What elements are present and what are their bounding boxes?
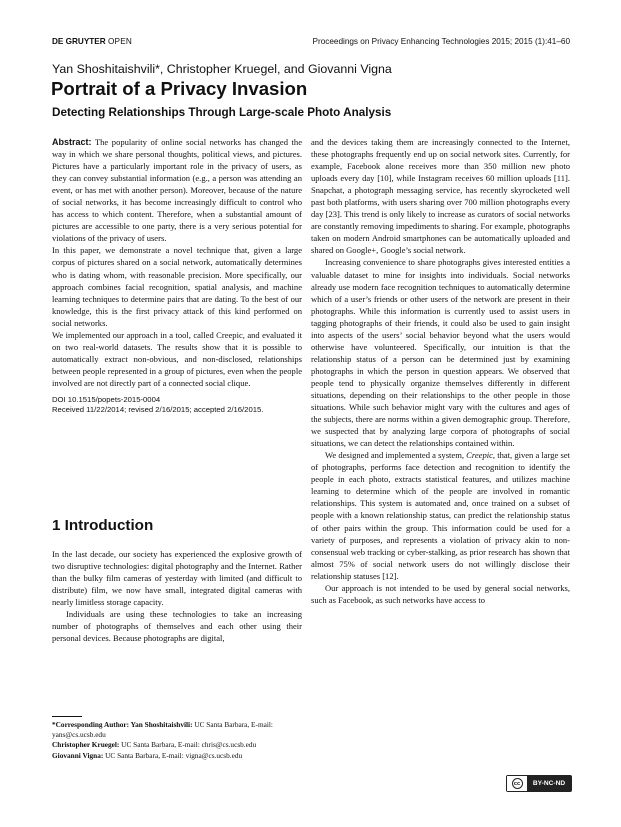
- license-label: BY-NC-ND: [527, 776, 571, 791]
- paper-subtitle: Detecting Relationships Through Large-scale Photo Analysis: [52, 106, 392, 119]
- right-paragraph-1: and the devices taking them are increasingly connected to the Internet, these photographs frequently end up on social network sites. Currently, for example, Facebook alone receives more than 350 million new photo uploads every day [10], while Instagram receives 60 million uploads [11]. Snapchat, a photograph messaging service, has recently skyrocketed well past both platforms, with users sharing over 700 million photographs every day [23]. This trend is only likely to increase as curators of social networks are constantly removing impediments to sharing. For example, photographs taken on modern Android smartphones can be automatically uploaded and shared on Google+, Google’s social network.: [311, 137, 570, 256]
- abstract-text-1: The popularity of online social networks has changed the way in which we share personal thoughts, political views, and pictures. Pictures have a particularly important role in the privacy of users, as they can convey substantial information (e.g., a person was attending an event, or has met with another person). Moreover, because of the nature of social networks, it has become increasingly difficult to control who has access to which content. Therefore, when a substantial amount of pictures are accessible to one party, there is a very serious potential for violations of the privacy of users.: [52, 137, 302, 244]
- footnote-1-text: UC Santa Barbara, E-mail: yans@cs.ucsb.edu: [52, 720, 273, 740]
- intro-paragraph-2: Individuals are using these technologies to take an increasing number of photographs of themselves and each other using their personal devices. Because photographs are digital,: [52, 609, 302, 644]
- footnote-3-text: UC Santa Barbara, E-mail: vigna@cs.ucsb.edu: [103, 750, 243, 760]
- right-paragraph-4: Our approach is not intended to be used by general social networks, such as Facebook, as such networks have access to: [311, 582, 570, 605]
- cc-mark: cc: [512, 778, 523, 789]
- publisher: [52, 37, 132, 46]
- abstract-column: [52, 136, 302, 416]
- right-paragraph-2: Increasing convenience to share photographs gives interested entities a valuable dataset to mine for insights into individuals. Social networks already use modern face recognition techniques to automatically determine which of a user’s friends or other users of the network are present in their photographs. While this information is currently used to assist users in tagging photographs of their friends, it could also be used to gain insight into aspects of the users’ social behavior beyond what the users would otherwise have volunteered. Specifically, our intuition is that the relationship status of a person can be determined just by examining photographs in which the person in question appears. We observed that people tend to physically organize themselves differently in different situations, depending on their relationships to the other people in those situations. While such behavior might vary with the cultures and ages of the subjects, there are norms within a given demographic group. Therefore, we suspected that by analyzing large corpora of photographs of social situations, we can detect the relationships contained within.: [311, 257, 570, 449]
- running-header: [52, 37, 570, 46]
- author-footnotes: [52, 720, 304, 761]
- received-dates: Received 11/22/2014; revised 2/16/2015; accepted 2/16/2015.: [52, 405, 264, 415]
- journal-citation: Proceedings on Privacy Enhancing Technologies 2015; 2015 (1):41–60: [312, 37, 570, 46]
- abstract-paragraph-2: In this paper, we demonstrate a novel technique that, given a large corpus of pictures shared on a social network, automatically determines who is dating whom, with reasonable precision. More specifically, our approach combines facial recognition, spatial analysis, and machine learning techniques to determine pairs that are dating. To the best of our knowledge, this is the first privacy attack of this kind performed on social networks.: [52, 245, 302, 328]
- footnote-rule: [52, 716, 82, 717]
- author-list: Yan Shoshitaishvili*, Christopher Kruegel, and Giovanni Vigna: [52, 62, 392, 76]
- right-paragraph-3: [311, 449, 570, 582]
- right-column: [311, 136, 570, 606]
- license-badge[interactable]: [506, 775, 572, 792]
- publisher-suffix: OPEN: [107, 37, 132, 46]
- publisher-name: DE GRUYTER: [52, 37, 106, 46]
- right-paragraph-3-rest: , that, given a large set of photographs, performs face detection and recognition to identify the people in each photo, extracts statistical features, and utilizes machine learning to determine which of the people are involved in romantic relationships. This system is automated and, once trained on a subset of people with a known relationship status, can predict the relationship status of other pairs within the group. This information could be used for a variety of purposes, and represents a violation of privacy akin to non-consensual web tracking or cyber-stalking, as prior research has shown that almost 75% of social network users do not willingly disclose their relationship statuses [12].: [311, 450, 570, 581]
- footnote-2-label: Christopher Kruegel:: [52, 740, 120, 750]
- section-heading: 1 Introduction: [52, 517, 154, 534]
- right-paragraph-3-start: We designed and implemented a system,: [325, 450, 467, 461]
- introduction-text: [52, 548, 302, 644]
- paper-title: Portrait of a Privacy Invasion: [51, 78, 308, 99]
- tool-name: Creepic: [466, 450, 493, 461]
- doi: DOI 10.1515/popets-2015-0004: [52, 394, 161, 404]
- abstract-label: Abstract:: [52, 137, 92, 147]
- footnote-3: [52, 751, 304, 761]
- abstract-paragraph-1: [52, 136, 302, 244]
- intro-paragraph-1: In the last decade, our society has experienced the explosive growth of two disruptive technologies: digital photography and the Internet. Rather than the bulky film cameras of yesterday with limited (and difficult to distribute) film, we now have small, integrated digital cameras with nearly limitless storage capacity.: [52, 549, 302, 608]
- footnote-2-text: UC Santa Barbara, E-mail: chris@cs.ucsb.edu: [119, 740, 257, 750]
- creative-commons-icon: [507, 776, 527, 791]
- footnote-1-label: *Corresponding Author: Yan Shoshitaishvili:: [52, 720, 193, 729]
- article-meta: [52, 395, 302, 416]
- footnote-1: [52, 720, 304, 740]
- footnote-2: [52, 740, 304, 750]
- footnote-3-label: Giovanni Vigna:: [52, 750, 104, 760]
- abstract-paragraph-3: We implemented our approach in a tool, called Creepic, and evaluated it on two real-world datasets. The results show that it is possible to automatically extract non-obvious, and non-disclosed, relationships between people represented in a group of pictures, even when the people involved are not directly part of a connected social clique.: [52, 329, 302, 388]
